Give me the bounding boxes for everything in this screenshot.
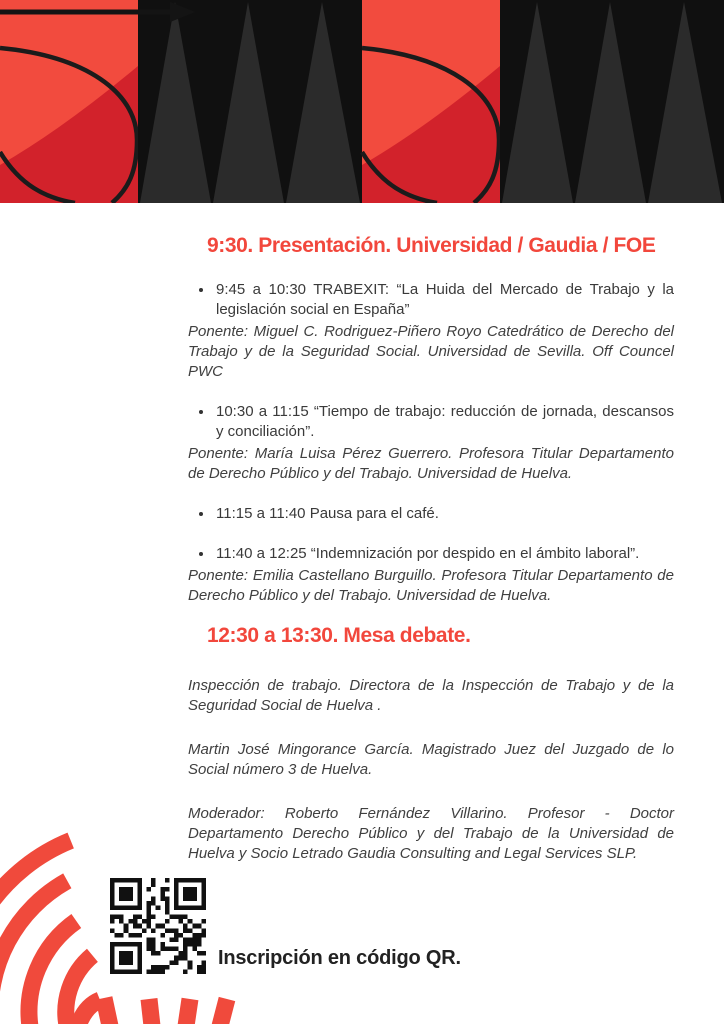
speaker-line: Ponente: Miguel C. Rodriguez-Piñero Royo Catedrático de Derecho del Trabajo y de la Seguridad Social. Universidad de Sevilla. Off Councel PWC [188, 323, 674, 380]
fan-bars-decoration [60, 992, 250, 1024]
agenda-item-text: 9:45 a 10:30 TRABEXIT: “La Huida del Mercado de Trabajo y la legislación social en España” [216, 281, 674, 318]
black-spikes-decoration [138, 0, 362, 203]
agenda-item [188, 544, 674, 564]
debate-paragraph: Martin José Mingorance García. Magistrado Juez del Juzgado de lo Social número 3 de Huelva. [188, 741, 674, 778]
bullet-dot-icon [199, 288, 203, 292]
speaker-line: Ponente: María Luisa Pérez Guerrero. Profesora Titular Departamento de Derecho Público y del Trabajo. Universidad de Huelva. [188, 445, 674, 482]
black-spikes-decoration [500, 0, 724, 203]
bullet-dot-icon [199, 410, 203, 414]
agenda-item [188, 280, 674, 320]
agenda-item [188, 402, 674, 442]
top-decoration-band [0, 0, 724, 203]
speaker-line: Ponente: Emilia Castellano Burguillo. Profesora Titular Departamento de Derecho Público y del Trabajo. Universidad de Huelva. [188, 567, 674, 604]
section-heading-mesa-debate: 12:30 a 13:30. Mesa debate. [207, 624, 471, 647]
agenda-item-text: 11:15 a 11:40 Pausa para el café. [216, 505, 439, 522]
red-square-decoration [0, 0, 138, 203]
agenda-item-text: 11:40 a 12:25 “Indemnización por despido en el ámbito laboral”. [216, 545, 640, 562]
debate-paragraph: Inspección de trabajo. Directora de la Inspección de Trabajo y de la Seguridad Social de Huelva . [188, 677, 674, 714]
debate-paragraphs [188, 676, 674, 888]
red-square-decoration [362, 0, 500, 203]
agenda-item [188, 504, 674, 524]
arrow-right-icon [0, 0, 200, 24]
bullet-dot-icon [199, 552, 203, 556]
debate-paragraph: Moderador: Roberto Fernández Villarino. Profesor - Doctor Departamento Derecho Público y del Trabajo de la Universidad de Huelva y Socio Letrado Gaudia Consulting and Legal Services SLP. [188, 805, 674, 862]
agenda-list [188, 280, 674, 606]
bullet-dot-icon [199, 512, 203, 516]
qr-code [110, 878, 206, 974]
section-heading-presentacion: 9:30. Presentación. Universidad / Gaudia / FOE [207, 234, 656, 257]
agenda-item-text: 10:30 a 11:15 “Tiempo de trabajo: reducción de jornada, descansos y conciliación”. [216, 403, 674, 440]
qr-label: Inscripción en código QR. [218, 947, 461, 969]
